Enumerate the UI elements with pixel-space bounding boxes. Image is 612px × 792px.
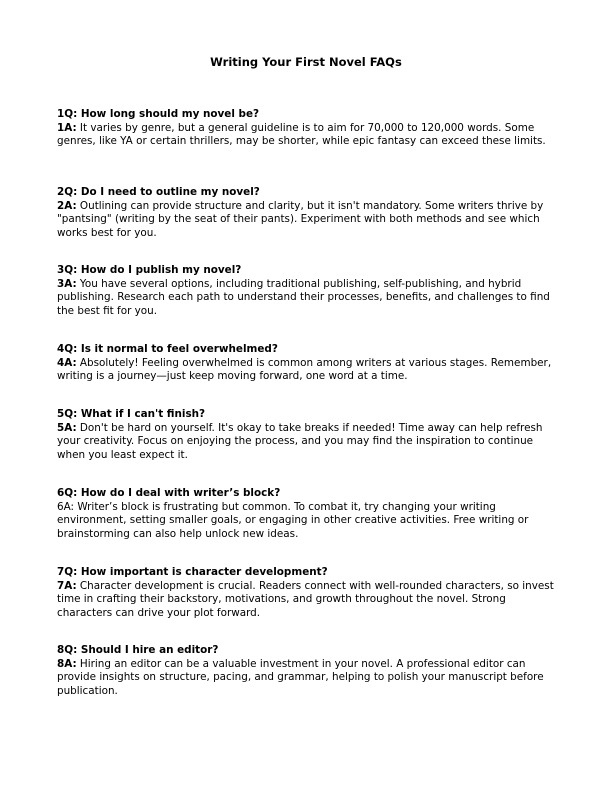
- faq-question: 7Q: How important is character development?: [57, 566, 328, 578]
- page-title: Writing Your First Novel FAQs: [210, 55, 402, 69]
- faq-answer-label: 4A:: [57, 356, 77, 369]
- faq-answer: [57, 357, 557, 384]
- faq-answer: [57, 501, 557, 542]
- faq-answer: [57, 278, 557, 319]
- faq-answer-label: 5A:: [57, 421, 77, 434]
- faq-answer-label: 8A:: [57, 657, 77, 670]
- faq-question: 2Q: Do I need to outline my novel?: [57, 186, 260, 198]
- faq-question: 4Q: Is it normal to feel overwhelmed?: [57, 343, 278, 355]
- faq-item-3: [57, 264, 557, 318]
- faq-answer-text: Character development is crucial. Readers connect with well-rounded characters, so invest time in crafting their backstory, motivations, and growth throughout the novel. Strong characters can drive your plot forward.: [57, 579, 554, 619]
- faq-item-5: [57, 408, 557, 462]
- faq-answer-label: 7A:: [57, 579, 77, 592]
- faq-question: 3Q: How do I publish my novel?: [57, 264, 242, 276]
- faq-item-7: [57, 566, 557, 620]
- faq-item-6: [57, 487, 557, 541]
- faq-item-1: [57, 108, 557, 149]
- faq-item-2: [57, 186, 557, 240]
- faq-answer: [57, 200, 557, 241]
- faq-answer-label: 6A:: [57, 500, 75, 513]
- faq-answer: [57, 580, 557, 621]
- faq-answer: [57, 422, 557, 463]
- faq-item-8: [57, 644, 557, 698]
- faq-answer-text: Writer’s block is frustrating but common. To combat it, try changing your writing environment, setting smaller goals, or engaging in other creative activities. Free writing or brainstorming can also help unlock new ideas.: [57, 500, 529, 540]
- faq-answer-label: 3A:: [57, 277, 77, 290]
- faq-question: 8Q: Should I hire an editor?: [57, 644, 219, 656]
- faq-question: 1Q: How long should my novel be?: [57, 108, 260, 120]
- faq-question: 5Q: What if I can't finish?: [57, 408, 206, 420]
- faq-answer-text: Don't be hard on yourself. It's okay to take breaks if needed! Time away can help refresh your creativity. Focus on enjoying the process, and you may find the inspiration to continue when you least expect it.: [57, 421, 543, 461]
- faq-answer: [57, 122, 557, 149]
- faq-answer-label: 2A:: [57, 199, 77, 212]
- faq-answer-text: You have several options, including traditional publishing, self-publishing, and hybrid publishing. Research each path to understand their processes, benefits, and challenges to find the best fit for you.: [57, 277, 550, 317]
- faq-answer-label: 1A:: [57, 121, 77, 134]
- faq-answer-text: Hiring an editor can be a valuable investment in your novel. A professional editor can provide insights on structure, pacing, and grammar, helping to polish your manuscript before publication.: [57, 657, 544, 697]
- faq-answer-text: Absolutely! Feeling overwhelmed is common among writers at various stages. Remember, writing is a journey—just keep moving forward, one word at a time.: [57, 356, 552, 383]
- faq-question: 6Q: How do I deal with writer’s block?: [57, 487, 281, 499]
- faq-answer-text: It varies by genre, but a general guideline is to aim for 70,000 to 120,000 words. Some genres, like YA or certain thrillers, may be shorter, while epic fantasy can exceed these limits.: [57, 121, 546, 148]
- faq-item-4: [57, 343, 557, 384]
- faq-answer-text: Outlining can provide structure and clarity, but it isn't mandatory. Some writers thrive by "pantsing" (writing by the seat of their pants). Experiment with both methods and see which works best for you.: [57, 199, 544, 239]
- faq-answer: [57, 658, 557, 699]
